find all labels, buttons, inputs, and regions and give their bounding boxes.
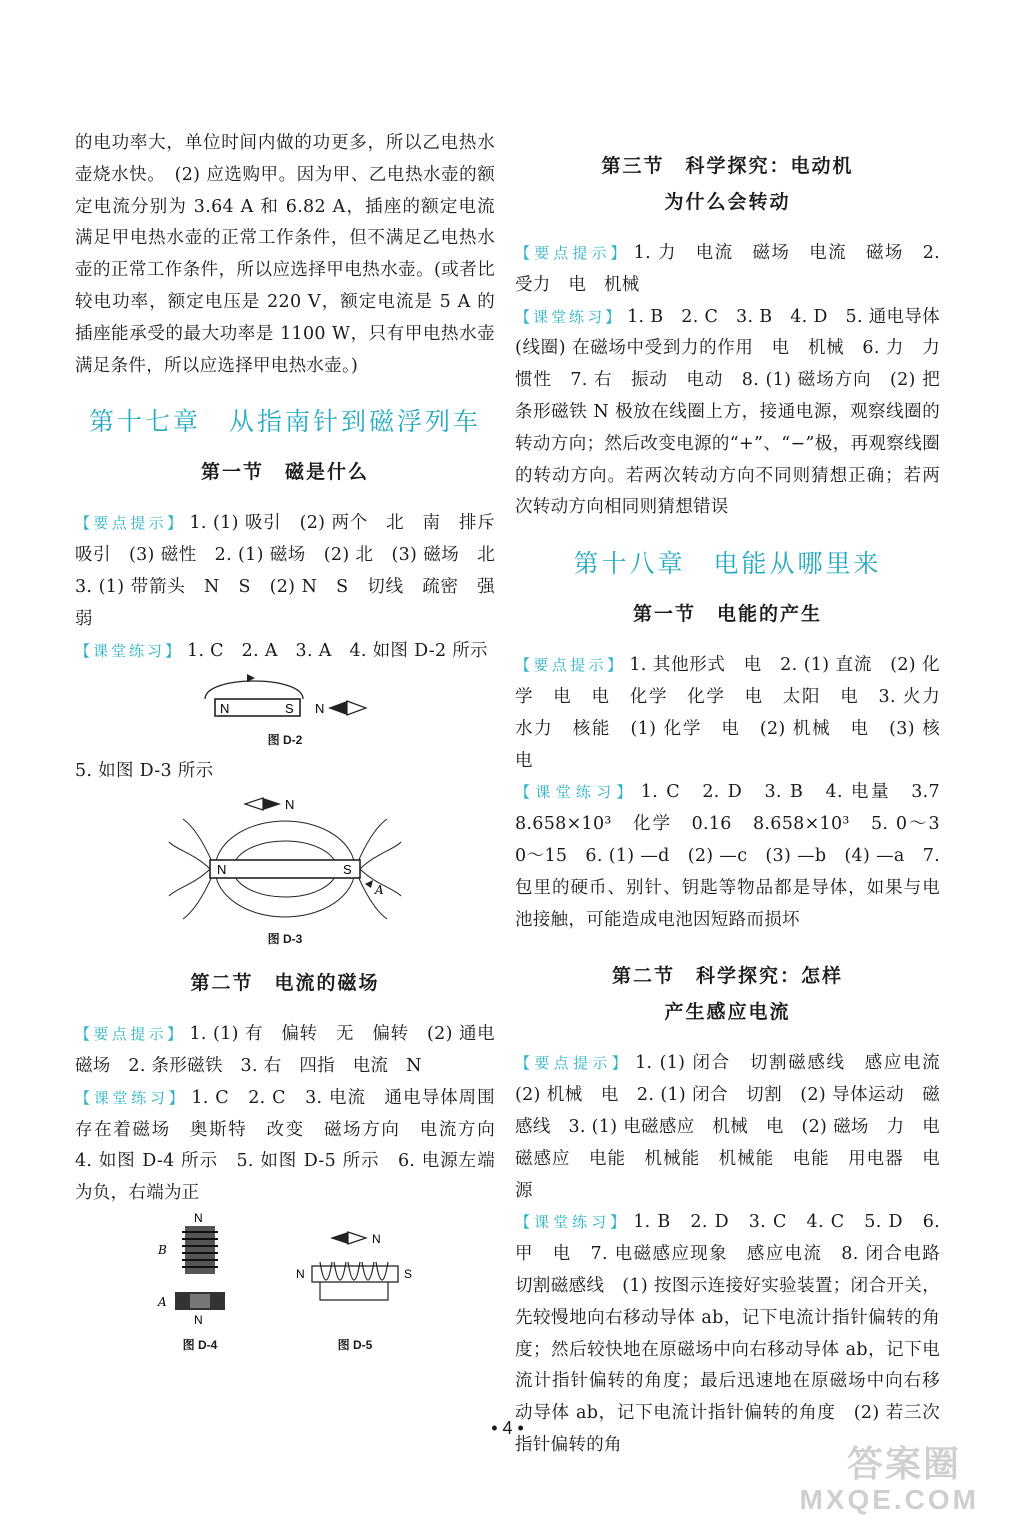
sec2-key-text: 1. (1) 有 偏转 无 偏转 (2) 通电 磁场 2. 条形磁铁 3. 右 四指 电流 N <box>75 1024 513 1076</box>
sec4-exercises <box>515 777 958 936</box>
d3-s-label: S <box>343 862 352 878</box>
d4-n-bottom-label: N <box>194 1312 203 1327</box>
key-points-tag: 【要点提示】 <box>515 1054 632 1073</box>
d4-n-top-label: N <box>194 1210 203 1225</box>
d2-s-label: S <box>285 701 294 717</box>
d5-s-label: S <box>404 1266 413 1281</box>
figure-d3-caption: 图 D-3 <box>267 932 303 947</box>
sec1-key-text: 1. (1) 吸引 (2) 两个 北 南 排斥 吸引 (3) 磁性 2. (1) 磁场 (2) 北 (3) 磁场 北 3. (1) 带箭头 N S (2) N S 切线 疏密 强 弱 <box>75 513 513 629</box>
section-5-title-line2: 产生感应电流 <box>664 1001 791 1024</box>
figure-d2-diagram <box>185 673 385 725</box>
figure-d5-diagram <box>290 1210 420 1330</box>
section-4-title: 第一节 电能的产生 <box>632 603 822 626</box>
figure-d5 <box>290 1210 420 1361</box>
d2-needle-n-label: N <box>315 701 325 717</box>
exercises-tag: 【课堂练习】 <box>515 1213 630 1232</box>
key-points-tag: 【要点提示】 <box>75 1025 186 1044</box>
sec4-ex-text: 1. C 2. D 3. B 4. 电量 3.7 8.658×10³ 化学 0.16 8.658×10³ 5. 0～3 0～15 6. (1) —d (2) —c (3) —b (4) —a 7. 包里的硬币、别针、钥匙等物品都是导体，如果与电池接触，可能造成电池因短路而损坏 <box>515 782 958 930</box>
intro-paragraph: 的电功率大，单位时间内做的功更多，所以乙电热水壶烧水快。 (2) 应选购甲。因为甲、乙电热水壶的额定电流分别为 3.64 A 和 6.82 A，插座的额定电流满足甲电热水壶的正常工作条件，但不满足乙电热水壶的正常工作条件，所以应选择甲电热水壶。(或者比较电功率，额定电压是 220 V，额定电流是 5 A 的插座能承受的最大功率是 1100 W，只有甲电热水壶满足条件，所以应选择甲电热水壶。) <box>75 133 495 376</box>
sec2-exercises <box>75 1083 513 1210</box>
d3-a-label: A <box>375 883 384 898</box>
d5-needle-n-label: N <box>372 1231 381 1246</box>
sec3-ex-text: 1. B 2. C 3. B 4. D 5. 通电导体 (线圈) 在磁场中受到力的作用 电 机械 6. 力 力 惯性 7. 右 振动 电动 8. (1) 磁场方向 (2) 把条形磁铁 N 极放在线圈上方，接通电源，观察线圈的转动方向；然后改变电源的“+”、“−”极，再观察线圈的转动方向。若两次转动方向不同则猜想正确；若两次转动方向相同则猜想错误 <box>515 306 958 518</box>
section-3-title-line2: 为什么会转动 <box>664 191 791 213</box>
figure-d4 <box>150 1210 250 1361</box>
d3-n-label: N <box>217 862 227 878</box>
sec5-key-points <box>515 1048 958 1207</box>
compass-needle-icon <box>328 701 347 715</box>
exercises-tag: 【课堂练习】 <box>515 783 637 802</box>
left-column <box>75 128 513 1361</box>
section-3-title-line1: 第三节 科学探究：电动机 <box>601 155 854 177</box>
sec3-key-points <box>515 238 940 302</box>
section-5-title <box>515 958 940 1030</box>
sec5-key-text: 1. (1) 闭合 切割磁感线 感应电流 (2) 机械 电 2. (1) 闭合 切割 (2) 导体运动 磁感线 3. (1) 电磁感应 机械 电 (2) 磁场 力 电磁感应 电能 机械能 机械能 电能 用电器 电源 <box>515 1053 958 1201</box>
exercises-tag: 【课堂练习】 <box>75 1088 188 1107</box>
figure-d2 <box>75 673 495 748</box>
sec1-ex-text: 1. C 2. A 3. A 4. 如图 D-2 所示 <box>187 640 488 661</box>
sec3-key-text: 1. 力 电流 磁场 电流 磁场 2. 受力 电 机械 <box>515 243 940 295</box>
key-points-tag: 【要点提示】 <box>75 514 186 533</box>
sec5-ex-text: 1. B 2. D 3. C 4. C 5. D 6. 甲 电 7. 电磁感应现象 感应电流 8. 闭合电路 切割磁感线 (1) 按图示连接好实验装置；闭合开关，先较慢地向右移动导体 ab，记下电流计指针偏转的角度；然后较快地在原磁场中向右移动导体 ab，记下电流计指针偏转的角度；最后迅速地在原磁场中向右移动导体 ab，记下电流计指针偏转的角度 (2) 若三次指针偏转的角 <box>515 1212 958 1455</box>
watermark-bottom-text: MXQE.COM <box>799 1484 979 1515</box>
sec4-key-text: 1. 其他形式 电 2. (1) 直流 (2) 化学 电 电 化学 化学 电 太阳 电 3. 火力 水力 核能 (1) 化学 电 (2) 机械 电 (3) 核 电 <box>515 655 958 771</box>
d2-n-label: N <box>220 701 230 717</box>
section-2-title: 第二节 电流的磁场 <box>190 972 380 995</box>
sec3-exercises <box>515 302 958 525</box>
d5-n-label: N <box>296 1266 305 1281</box>
sec2-key-points <box>75 1019 513 1083</box>
section-1-title: 第一节 磁是什么 <box>200 461 369 484</box>
right-column <box>515 148 958 1462</box>
figure-d3-diagram <box>165 794 405 924</box>
q5-text: 5. 如图 D-3 所示 <box>75 761 214 782</box>
d3-compass-needle-icon <box>263 798 281 810</box>
d3-needle-n-label: N <box>285 797 295 813</box>
exercises-tag: 【课堂练习】 <box>515 307 624 326</box>
key-points-tag: 【要点提示】 <box>515 656 626 675</box>
watermark-logo <box>799 1436 995 1516</box>
d4-b-label: B <box>158 1242 167 1257</box>
sec2-ex-text: 1. C 2. C 3. 电流 通电导体周围存在着磁场 奥斯特 改变 磁场方向 电流方向 4. 如图 D-4 所示 5. 如图 D-5 所示 6. 电源左端为负，右端为正 <box>75 1087 513 1204</box>
d4-a-label: A <box>158 1294 167 1309</box>
figure-d4-caption: 图 D-4 <box>182 1337 218 1352</box>
section-5-title-line1: 第二节 科学探究：怎样 <box>611 965 843 988</box>
chapter-18-title: 第十八章 电能从哪里来 <box>573 549 882 579</box>
page-number: • 4 • <box>491 1418 524 1438</box>
section-3-title <box>515 148 940 220</box>
sec1-exercises <box>75 636 495 668</box>
key-points-tag: 【要点提示】 <box>515 244 630 262</box>
sec1-key-points <box>75 508 513 635</box>
figure-d2-caption: 图 D-2 <box>267 733 303 748</box>
figure-d4-diagram <box>150 1210 250 1330</box>
chapter-17-title: 第十七章 从指南针到磁浮列车 <box>88 407 481 437</box>
figure-d5-caption: 图 D-5 <box>337 1337 373 1352</box>
d5-compass-needle-icon <box>330 1232 348 1244</box>
exercises-tag: 【课堂练习】 <box>75 641 184 660</box>
figure-d3 <box>75 794 495 947</box>
sec4-key-points <box>515 650 958 777</box>
figures-d4-d5 <box>75 1210 495 1361</box>
watermark-top-text: 答案圈 <box>846 1443 961 1484</box>
